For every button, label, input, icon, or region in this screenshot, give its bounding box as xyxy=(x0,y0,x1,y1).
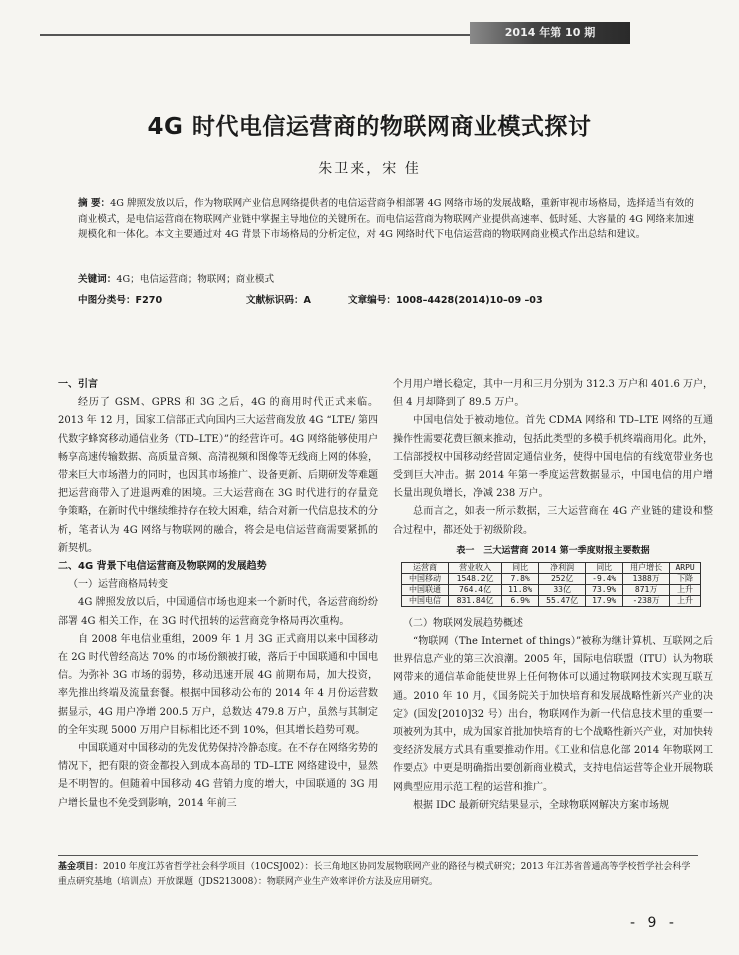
table-cell: 1388万 xyxy=(623,573,670,584)
table-cell: 6.9% xyxy=(502,595,539,606)
page-number: - 9 - xyxy=(630,915,678,931)
keywords-label: 关键词： xyxy=(78,274,117,285)
financial-data-table xyxy=(401,562,701,607)
table-cell: 上升 xyxy=(670,584,701,595)
section-heading-trends: 二、4G 背景下电信运营商及物联网的发展趋势 xyxy=(58,561,267,573)
paragraph: 自 2008 年电信业重组，2009 年 1 月 3G 正式商用以来中国移动在 2G 时代曾经高达 70% 的市场份额被打破，落后于中国联通和中国电信。为弥补 3G 市场的弱势，移动迅速开展 4G 前期布局，加大投资，率先推出终端及流量套餐。根据中国移动公布的 2014 年 4 月份运营数据显示，4G 用户净增 200.5 万户，总数达 479.8 万户，虽然与其制定的全年实现 5000 万用户目标相比还不到 10%，但其增长趋势可观。 xyxy=(58,633,378,736)
paragraph: 根据 IDC 最新研究结果显示，全球物联网解决方案市场规 xyxy=(413,799,669,811)
table-header-cell: 运营商 xyxy=(402,562,449,573)
table-cell: 871万 xyxy=(623,584,670,595)
paragraph: 总而言之，如表一所示数据，三大运营商在 4G 产业链的建设和整合过程中，都还处于初级阶段。 xyxy=(393,506,713,536)
table-cell: 73.9% xyxy=(586,584,623,595)
paragraph: 中国联通对中国移动的先发优势保持冷静态度。在不存在网络劣势的情况下，把有限的资金都投入到成本高昂的 TD–LTE 网络建设中，显然是不明智的。但随着中国移动 4G 营销力度的增大，中国联通的 3G 用户增长量也不免受到影响，2014 年前三 xyxy=(58,743,378,809)
table-header-row xyxy=(402,562,701,573)
table-cell: 7.8% xyxy=(502,573,539,584)
abstract xyxy=(78,196,694,243)
keywords xyxy=(78,272,694,287)
table-header-cell: 用户增长 xyxy=(623,562,670,573)
paragraph: 个月用户增长稳定，其中一月和三月分别为 312.3 万户和 401.6 万户，但 4 月却降到了 89.5 万户。 xyxy=(393,379,713,409)
footnote-text: 2010 年度江苏省哲学社会科学项目（10CSJ002）：长三角地区协同发展物联网产业的路径与模式研究；2013 年江苏省普通高等学校哲学社会科学重点研究基地（培训点）开放课题（JDS213008）：物联网产业生产效率评价方法及应用研究。 xyxy=(58,862,691,887)
article-authors: 朱卫来，宋 佳 xyxy=(318,161,421,177)
table-cell: 下降 xyxy=(670,573,701,584)
table-cell: 33亿 xyxy=(539,584,586,595)
table-row xyxy=(402,573,701,584)
keywords-text: 4G；电信运营商；物联网；商业模式 xyxy=(116,274,275,285)
paragraph: “物联网（The Internet of things）”被称为继计算机、互联网之后世界信息产业的第三次浪潮。2005 年，国际电信联盟（ITU）认为物联网带来的通信革命能使世界上任何物体可以通过物联网技术实现互联互通。2010 年 10 月，《国务院关于加快培育和发展战略性新兴产业的决定》(国发[2010]32 号）出台，物联网作为新一代信息技术里的重要一项被列为其中，成为国家首批加快培育的七个战略性新兴产业，对加快转变经济发展方式具有重要推动作用。《工业和信息化部 2014 年物联网工作要点》中更是明确指出要创新商业模式，支持电信运营等企业开展物联网典型应用示范工程的运营和推广。 xyxy=(393,636,713,793)
table-cell: 中国电信 xyxy=(402,595,449,606)
table-cell: 764.4亿 xyxy=(448,584,501,595)
paragraph: 4G 牌照发放以后，中国通信市场也迎来一个新时代，各运营商纷纷部署 4G 相关工作，在 3G 时代扭转的运营商竞争格局再次重构。 xyxy=(58,597,378,627)
left-column xyxy=(58,376,378,813)
subsection-heading-operators: （一）运营商格局转变 xyxy=(68,579,168,591)
table-cell: -238万 xyxy=(623,595,670,606)
table-cell: 17.9% xyxy=(586,595,623,606)
table-header-cell: ARPU xyxy=(670,562,701,573)
article-number: 文章编号：1008–4428(2014)10–09 –03 xyxy=(348,295,543,306)
table-header-cell: 营业收入 xyxy=(448,562,501,573)
paragraph: 经历了 GSM、GPRS 和 3G 之后，4G 的商用时代正式来临。2013 年 12 月，国家工信部正式向国内三大运营商发放 4G “LTE/ 第四代数字蜂窝移动通信业务（TD–LTE）”的经营许可。4G 网络能够使用户畅享高速传输数据、高质量音频、高清视频和图像等无线商上网的体验，带来巨大市场潜力的同时，也因其市场推广、设备更新、后期研发等难题把运营商带入了进退两难的困境。三大运营商在 3G 时代进行的存量竞争策略，在新时代中继续维持存在较大困难，结合对新一代信息技术的分析，笔者认为 4G 网络与物联网的融合，将会是电信运营商需要紧抓的新契机。 xyxy=(58,397,378,554)
abstract-text: 4G 牌照发放以后，作为物联网产业信息网络提供者的电信运营商争相部署 4G 网络市场的发展战略，重新审视市场格局，选择适当有效的商业模式，是电信运营商在物联网产业链中掌握主导地位的关键所在。而电信运营商为物联网产业提供高速率、低时延、大容量的 4G 网络来加速规模化和一体化。本文主要通过对 4G 背景下市场格局的分析定位，对 4G 网络时代下电信运营商的物联网商业模式作出总结和建议。 xyxy=(78,198,695,240)
journal-issue-badge: 2014 年第 10 期 xyxy=(470,22,630,44)
table-cell: 11.8% xyxy=(502,584,539,595)
article-title: 4G 时代电信运营商的物联网商业模式探讨 xyxy=(147,114,592,140)
funding-footnote xyxy=(58,860,698,890)
document-code: 文献标识码：A xyxy=(246,295,311,306)
section-heading-intro: 一、引言 xyxy=(58,379,98,390)
table-header-cell: 净利润 xyxy=(539,562,586,573)
spacer xyxy=(393,607,713,615)
right-column xyxy=(393,376,713,815)
table-cell: 中国移动 xyxy=(402,573,449,584)
running-header xyxy=(0,22,739,44)
table-caption: 表一 三大运营商 2014 第一季度财报主要数据 xyxy=(456,545,650,556)
table-row xyxy=(402,584,701,595)
paragraph: 中国电信处于被动地位。首先 CDMA 网络和 TD–LTE 网络的互通操作性需要花费巨额来推动，包括此类型的多模手机终端商用化。此外，工信部授权中国移动经营固定通信业务，使得中国电信的有线宽带业务也受到巨大冲击。据 2014 年第一季度运营数据显示，中国电信的用户增长量出现负增长，净减 238 万户。 xyxy=(393,415,713,500)
table-cell: 831.84亿 xyxy=(448,595,501,606)
header-rule xyxy=(40,34,480,36)
table-row xyxy=(402,595,701,606)
table-header-cell: 同比 xyxy=(586,562,623,573)
table-cell: 55.47亿 xyxy=(539,595,586,606)
table-cell: 上升 xyxy=(670,595,701,606)
table-cell: 252亿 xyxy=(539,573,586,584)
table-cell: -9.4% xyxy=(586,573,623,584)
table-cell: 1548.2亿 xyxy=(448,573,501,584)
footnote-label: 基金项目： xyxy=(58,862,104,872)
table-header-cell: 同比 xyxy=(502,562,539,573)
abstract-label: 摘 要： xyxy=(78,198,111,209)
table-cell: 中国联通 xyxy=(402,584,449,595)
footnote-rule xyxy=(58,855,698,856)
clc-number: 中图分类号：F270 xyxy=(78,295,163,306)
subsection-heading-iot: （二）物联网发展趋势概述 xyxy=(403,617,523,629)
